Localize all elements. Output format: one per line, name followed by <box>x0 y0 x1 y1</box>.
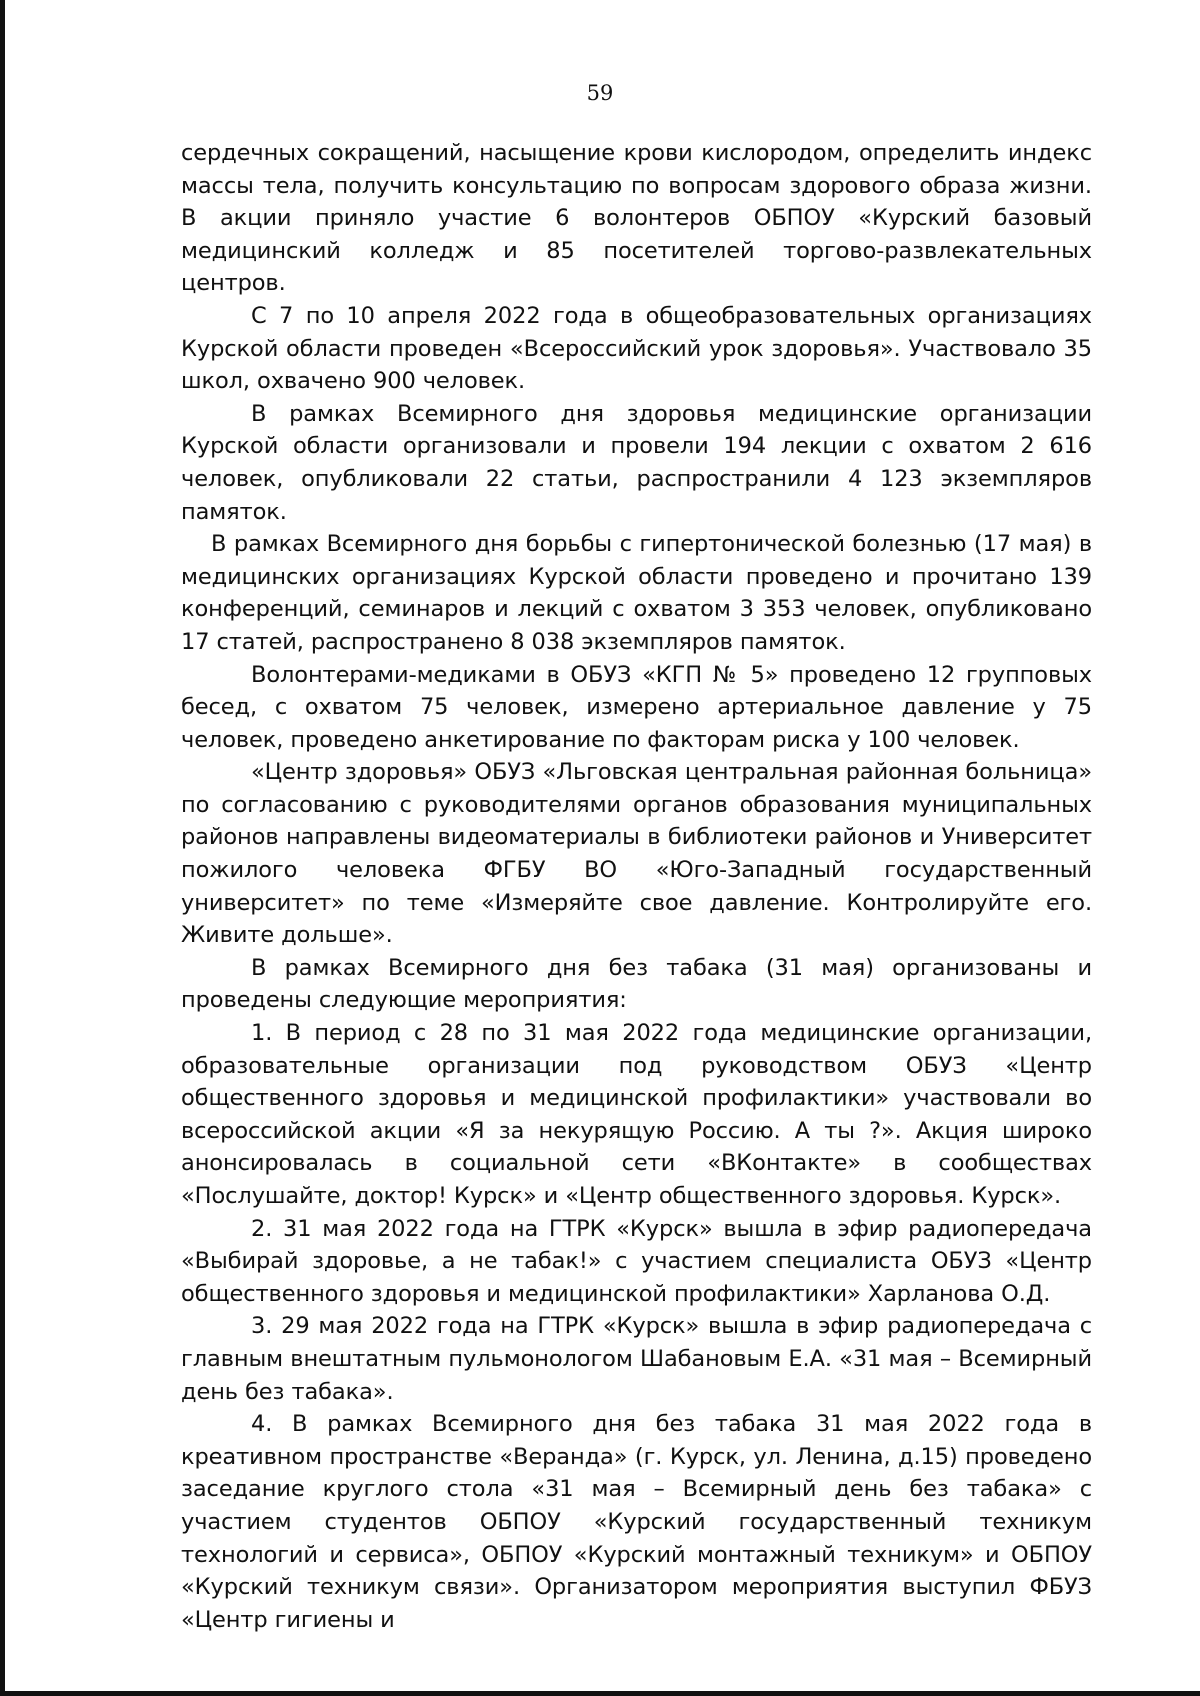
paragraph-health-lesson: С 7 по 10 апреля 2022 года в общеобразовательных организациях Курской области проведен «Всероссийский урок здоровья». Участвовало 35 школ, охвачено 900 человек. <box>181 302 1092 395</box>
document-body <box>181 137 1092 1636</box>
list-item-3: 3. 29 мая 2022 года на ГТРК «Курск» вышла в эфир радиопередача с главным внештатным пульмонологом Шабановым Е.А. «31 мая – Всемирный день без табака». <box>181 1313 1092 1405</box>
list-item-4: 4. В рамках Всемирного дня без табака 31 мая 2022 года в креативном пространстве «Веранда» (г. Курск, ул. Ленина, д.15) проведено заседание круглого стола «31 мая – Всемирный день без табака» с участием студентов ОБПОУ «Курский государственный техникум технологий и сервиса», ОБПОУ «Курский монтажный техникум» и ОБПОУ «Курский техникум связи». Организатором мероприятия выступил ФБУЗ «Центр гигиены и <box>181 1411 1092 1633</box>
paragraph-no-tobacco-day-intro: В рамках Всемирного дня без табака (31 мая) организованы и проведены следующие мероприятия: <box>181 954 1092 1014</box>
page-number: 59 <box>586 81 614 105</box>
scan-edge-bottom <box>0 1691 1200 1696</box>
paragraph-volunteer-medics: Волонтерами-медиками в ОБУЗ «КГП № 5» проведено 12 групповых бесед, с охватом 75 человек, измерено артериальное давление у 75 человек, проведено анкетирование по факторам риска у 100 человек. <box>181 661 1092 753</box>
paragraph-hypertension-day: В рамках Всемирного дня борьбы с гипертонической болезнью (17 мая) в медицинских организациях Курской области проведено и прочитано 139 конференций, семинаров и лекций с охватом 3 353 человек, опубликовано 17 статей, распространено 8 038 экземпляров памяток. <box>181 531 1092 655</box>
paragraph-heart-rate-action: сердечных сокращений, насыщение крови кислородом, определить индекс массы тела, получить консультацию по вопросам здорового образа жизни. В акции приняло участие 6 волонтеров ОБПОУ «Курский базовый медицинский колледж и 85 посетителей торгово-развлекательных центров. <box>181 140 1092 297</box>
paragraph-world-health-day: В рамках Всемирного дня здоровья медицинские организации Курской области организовали и провели 194 лекции с охватом 2 616 человек, опубликовали 22 статьи, распространили 4 123 экземпляров памяток. <box>181 400 1092 525</box>
list-item-2: 2. 31 мая 2022 года на ГТРК «Курск» вышла в эфир радиопередача «Выбирай здоровье, а не табак!» с участием специалиста ОБУЗ «Центр общественного здоровья и медицинской профилактики» Харланова О.Д. <box>181 1215 1092 1307</box>
scan-edge-left <box>0 0 5 1696</box>
list-item-1: 1. В период с 28 по 31 мая 2022 года медицинские организации, образовательные организации под руководством ОБУЗ «Центр общественного здоровья и медицинской профилактики» участвовали во всероссийской акции «Я за некурящую Россию. А ты ?». Акция широко анонсировалась в социальной сети «ВКонтакте» в сообществах «Послушайте, доктор! Курск» и «Центр общественного здоровья. Курск». <box>181 1020 1092 1209</box>
paragraph-lgov-health-center: «Центр здоровья» ОБУЗ «Льговская центральная районная больница» по согласованию с руководителями органов образования муниципальных районов направлены видеоматериалы в библиотеки районов и Университет пожилого человека ФГБУ ВО «Юго-Западный государственный университет» по теме «Измеряйте свое давление. Контролируйте его. Живите дольше». <box>181 759 1092 949</box>
